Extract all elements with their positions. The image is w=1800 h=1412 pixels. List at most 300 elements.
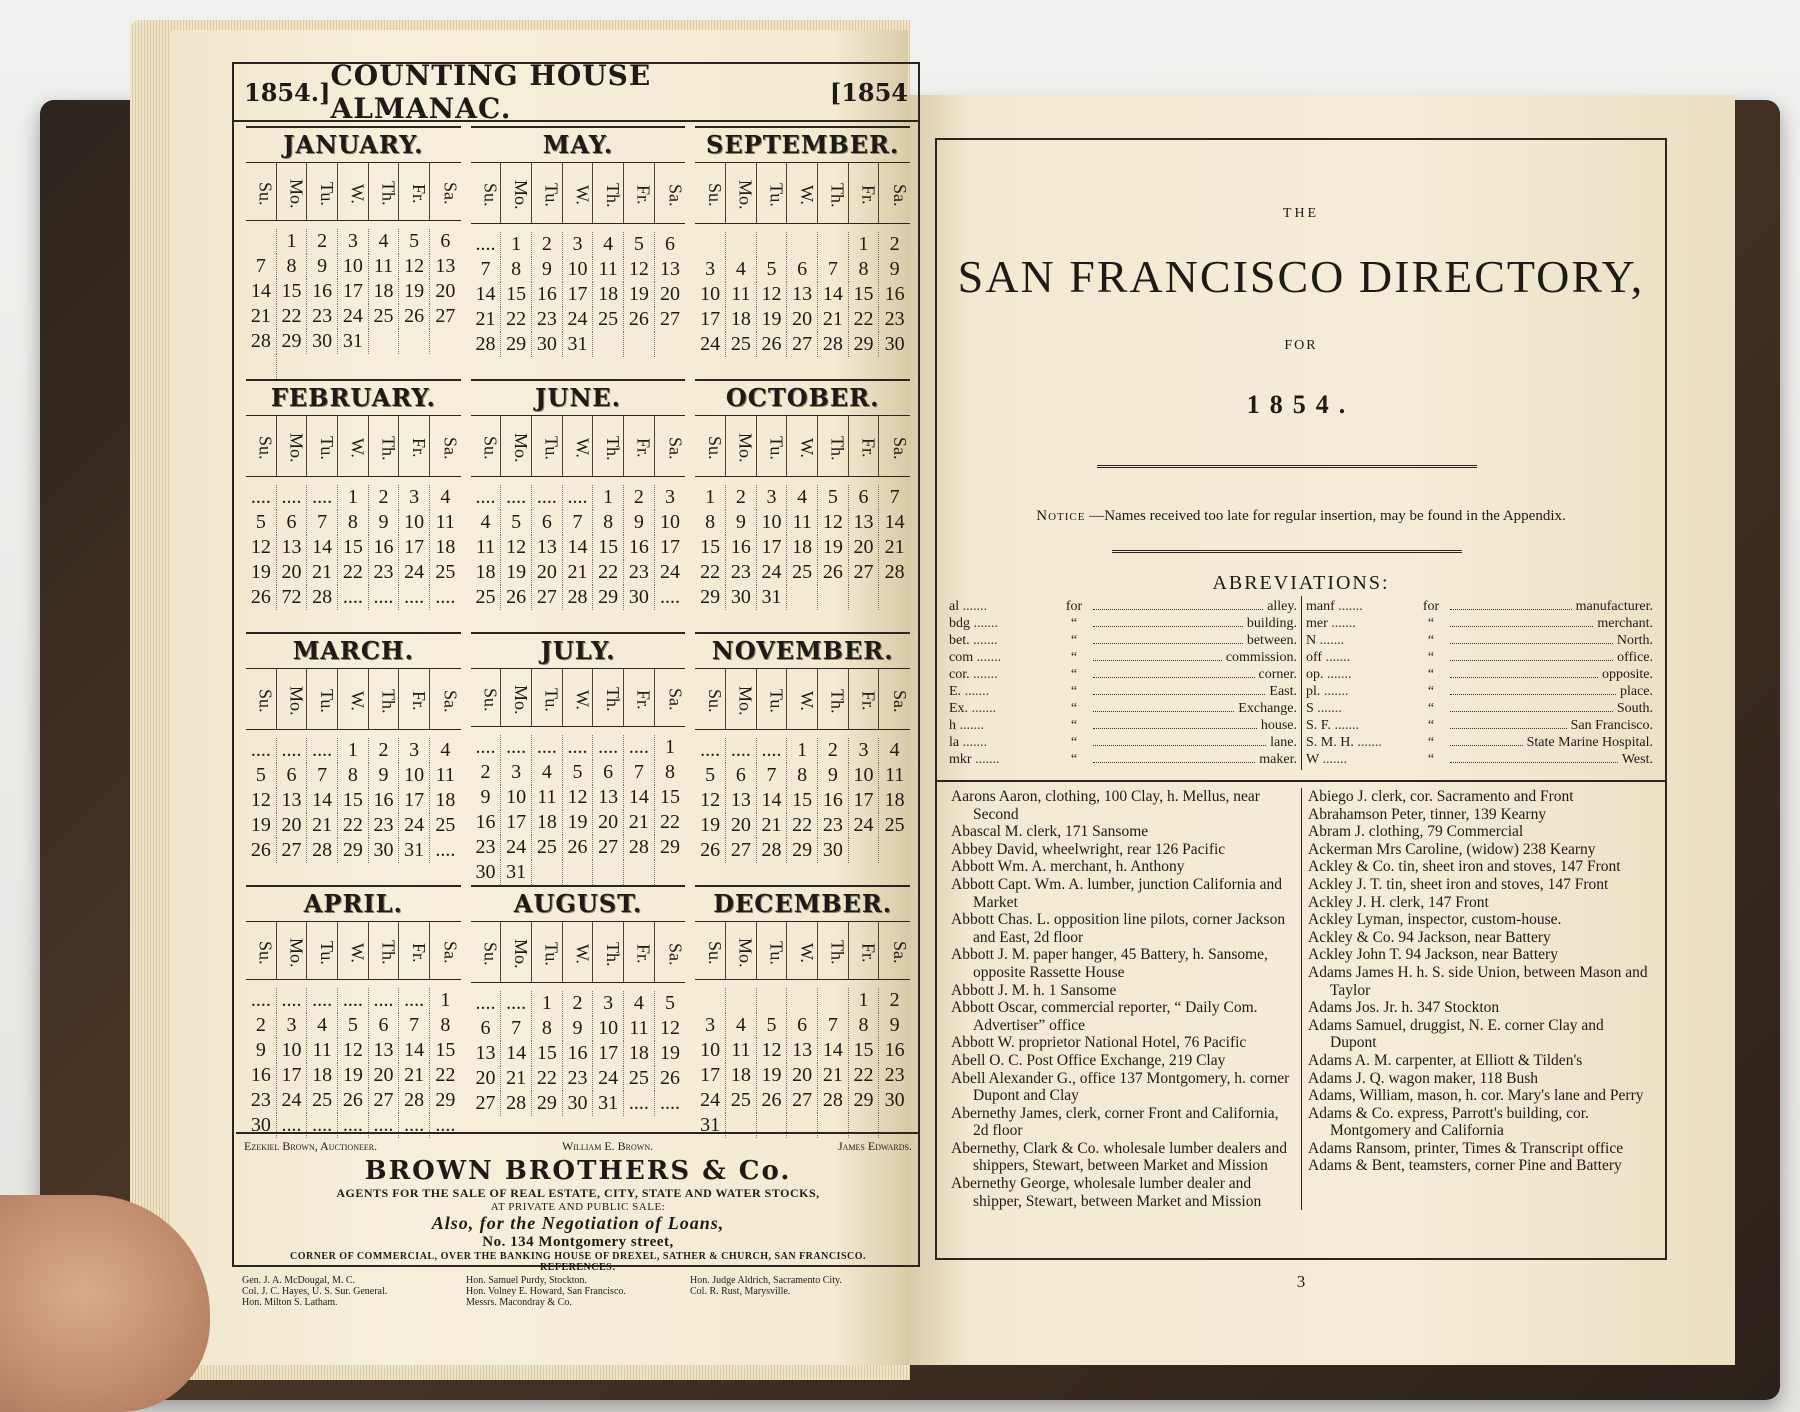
day-cell: 4	[787, 485, 818, 510]
directory-entry: Adams Jos. Jr. h. 347 Stockton	[1308, 999, 1500, 1017]
day-cell: 20	[532, 560, 563, 585]
abbreviation-row	[949, 649, 1297, 666]
day-cell: 12	[399, 254, 430, 279]
weekday-label: Fr.	[849, 416, 880, 476]
day-cell: 11	[307, 1038, 338, 1063]
weekday-label: Tu.	[307, 163, 338, 220]
abbreviation-meaning: commission.	[1225, 650, 1297, 665]
day-cell: 8	[849, 257, 880, 282]
abbreviation-row	[949, 615, 1297, 632]
day-cell: 15	[338, 535, 369, 560]
divider	[1112, 550, 1462, 553]
day-cell: 13	[532, 535, 563, 560]
day-cell: 19	[757, 1063, 788, 1088]
directory-entry: Abbott Capt. Wm. A. lumber, junction California and Market	[951, 875, 1283, 911]
weekday-label: W.	[563, 416, 594, 476]
leader-dots	[1450, 717, 1567, 729]
day-cell: 21	[246, 304, 277, 329]
month-name: OCTOBER.	[725, 383, 880, 412]
notice	[937, 508, 1665, 525]
day-cell: 15	[435, 1039, 456, 1061]
day-cell: 17	[695, 307, 726, 332]
weekday-label: Mo.	[277, 669, 308, 729]
day-cell: 6	[787, 257, 818, 282]
day-cell: 4	[307, 1013, 338, 1038]
day-cell: 27	[726, 838, 757, 863]
day-cell: 26	[695, 838, 726, 863]
day-cell: ....	[593, 735, 624, 760]
day-cell: 8	[277, 254, 308, 279]
day-cell: 14	[399, 1038, 430, 1063]
day-cell: 14	[307, 788, 338, 813]
day-cell: 19	[757, 307, 788, 332]
day-cell	[593, 860, 624, 885]
day-cell: 5	[246, 763, 277, 788]
day-cell: 21	[624, 810, 655, 835]
day-cell: 16	[369, 788, 400, 813]
day-cell: 6	[277, 763, 308, 788]
directory-entry: Abernethy George, wholesale lumber dealer and shipper, Stewart, between Market and Mission	[951, 1175, 1262, 1210]
day-cell: 8	[501, 257, 532, 282]
ref-item: Messrs. Macondray & Co.	[466, 1297, 572, 1308]
abbreviation-meaning: South.	[1616, 701, 1653, 716]
day-cell: 6	[593, 760, 624, 785]
day-cell	[430, 329, 461, 354]
weekday-header	[246, 415, 461, 477]
day-cell: 21	[307, 560, 338, 585]
day-cell: 9	[471, 785, 502, 810]
abbreviation-for: “	[1427, 667, 1435, 682]
day-cell: 15	[849, 1038, 880, 1063]
day-cell: 21	[399, 1063, 430, 1088]
month-days	[695, 730, 910, 863]
leader-dots	[1093, 598, 1263, 610]
day-cell: 11	[435, 764, 455, 786]
day-cell: 12	[757, 1038, 788, 1063]
ad-references	[236, 1275, 920, 1308]
day-cell: 9	[369, 763, 400, 788]
abbreviation-key: S .......	[1306, 700, 1416, 717]
day-cell: 17	[757, 535, 788, 560]
day-cell	[818, 232, 849, 257]
day-cell: 2	[246, 1013, 277, 1038]
day-cell: 14	[884, 511, 905, 533]
day-cell: 24	[563, 307, 594, 332]
day-cell	[399, 329, 430, 354]
abbreviation-key: cor. .......	[949, 666, 1059, 683]
month-block	[695, 126, 910, 379]
ad-line: Also, for the Negotiation of Loans,	[431, 1213, 725, 1233]
weekday-label: Su.	[246, 163, 277, 220]
day-cell: ....	[369, 585, 400, 610]
day-cell: 30	[369, 838, 400, 863]
day-cell: 1	[664, 736, 675, 758]
day-cell: ....	[532, 485, 563, 510]
weekday-label: Mo.	[277, 416, 308, 476]
day-cell: ....	[563, 485, 594, 510]
day-cell: 28	[246, 329, 277, 354]
weekday-label: W.	[338, 922, 369, 979]
day-cell: 16	[726, 535, 757, 560]
abbreviation-for: “	[1427, 684, 1435, 699]
day-cell: 25	[307, 1088, 338, 1113]
day-cell: 26	[399, 304, 430, 329]
day-cell: 22	[849, 1063, 880, 1088]
day-cell: 25	[593, 307, 624, 332]
month-name: DECEMBER.	[713, 889, 893, 918]
day-cell: 3	[695, 1013, 726, 1038]
day-cell: 28	[884, 561, 905, 583]
day-cell	[246, 354, 277, 379]
abbreviation-for: “	[1427, 752, 1435, 767]
weekday-label: Mo.	[501, 416, 532, 476]
weekday-label: Th.	[369, 922, 400, 979]
day-cell: 16	[246, 1063, 277, 1088]
day-cell: 27	[471, 1091, 502, 1116]
abbreviation-for: for	[1422, 599, 1440, 614]
directory-entry: Abbott J. M. paper hanger, 45 Battery, h. Sansome, opposite Rassette House	[951, 946, 1268, 981]
day-cell: 17	[501, 810, 532, 835]
month-block	[246, 379, 461, 632]
weekday-label: Su.	[246, 922, 277, 979]
day-cell: 10	[593, 1016, 624, 1041]
day-cell: 21	[818, 307, 849, 332]
leader-dots	[1450, 751, 1618, 763]
day-cell: 1	[338, 738, 369, 763]
day-cell: 26	[624, 307, 655, 332]
leader-dots	[1093, 649, 1222, 661]
day-cell: 23	[471, 835, 502, 860]
day-cell: ....	[399, 1113, 430, 1138]
day-cell: ....	[399, 988, 430, 1013]
day-cell: 28	[818, 1088, 849, 1113]
day-cell: 12	[501, 535, 532, 560]
month-block	[471, 126, 686, 379]
weekday-label: Sa.	[440, 182, 461, 205]
day-cell: ....	[435, 1114, 456, 1136]
day-cell: 7	[307, 763, 338, 788]
day-cell: 3	[399, 738, 430, 763]
month-block	[471, 632, 686, 885]
weekday-label: W.	[563, 922, 594, 982]
day-cell: 7	[399, 1013, 430, 1038]
day-cell: 8	[338, 763, 369, 788]
month-days	[695, 980, 910, 1138]
day-cell: 14	[624, 785, 655, 810]
directory-entry: Abbott J. M. h. 1 Sansome	[951, 981, 1117, 999]
day-cell: 25	[787, 560, 818, 585]
day-cell: 26	[659, 1067, 680, 1089]
directory-entry: Abbott W. proprietor National Hotel, 76 Pacific	[951, 1034, 1247, 1052]
day-cell: 1	[849, 232, 880, 257]
day-cell	[369, 329, 400, 354]
month-name: FEBRUARY.	[270, 383, 436, 412]
abbreviation-for: “	[1070, 735, 1078, 750]
day-cell: 22	[501, 307, 532, 332]
day-cell: 16	[624, 535, 655, 560]
day-cell: ....	[307, 988, 338, 1013]
day-cell: 20	[726, 813, 757, 838]
day-cell: 8	[787, 763, 818, 788]
day-cell: 30	[532, 332, 563, 357]
day-cell: 7	[624, 760, 655, 785]
day-cell: 20	[435, 280, 456, 302]
weekday-header	[471, 415, 686, 477]
abbreviation-for: “	[1070, 684, 1078, 699]
entries-left-column	[945, 788, 1301, 1210]
day-cell: 20	[787, 307, 818, 332]
leader-dots	[1450, 666, 1598, 678]
day-cell: ....	[624, 1091, 655, 1116]
day-cell: 18	[726, 1063, 757, 1088]
abbreviations-title: ABREVIATIONS:	[1212, 572, 1390, 594]
ref-item: Hon. Judge Aldrich, Sacramento City.	[690, 1275, 842, 1286]
month-name: MARCH.	[292, 636, 414, 665]
day-cell: 15	[659, 786, 680, 808]
leader-dots	[1450, 683, 1616, 695]
day-cell: ....	[501, 735, 532, 760]
ad-name: Ezekiel Brown, Auctioneer.	[244, 1139, 378, 1153]
abbreviation-for: “	[1427, 735, 1435, 750]
day-cell: 3	[277, 1013, 308, 1038]
month-name: APRIL.	[303, 889, 403, 918]
day-cell: ....	[659, 586, 680, 608]
day-cell: 6	[277, 510, 308, 535]
day-cell: 3	[563, 232, 594, 257]
day-cell: 24	[399, 813, 430, 838]
abbreviation-row	[949, 598, 1297, 615]
ref-col	[242, 1275, 466, 1308]
weekday-label: Fr.	[624, 416, 655, 476]
leader-dots	[1450, 598, 1572, 610]
day-cell: 3	[757, 485, 788, 510]
day-cell: 17	[277, 1063, 308, 1088]
abbreviation-row	[949, 683, 1297, 700]
weekday-label: Th.	[818, 669, 849, 729]
weekday-label: Su.	[471, 669, 502, 726]
abbreviation-for: “	[1070, 616, 1078, 631]
day-cell	[593, 332, 624, 357]
day-cell: 30	[563, 1091, 594, 1116]
directory-entry: Adams, William, mason, h. cor. Mary's lane and Perry	[1308, 1087, 1644, 1105]
day-cell: 20	[277, 560, 308, 585]
month-name: JUNE.	[535, 383, 621, 412]
day-cell: 6	[369, 1013, 400, 1038]
day-cell: 5	[563, 760, 594, 785]
weekday-label: Tu.	[532, 163, 563, 223]
day-cell: 19	[246, 813, 277, 838]
day-cell: 29	[787, 838, 818, 863]
day-cell: 30	[884, 1089, 905, 1111]
day-cell: 20	[593, 810, 624, 835]
day-cell: 28	[307, 585, 338, 610]
weekday-label: Sa.	[889, 436, 910, 460]
directory-entry: Ackley Lyman, inspector, custom-house.	[1308, 911, 1562, 929]
directory-entry: Ackley & Co. 94 Jackson, near Battery	[1308, 928, 1551, 946]
day-cell: 20	[787, 1063, 818, 1088]
day-cell: ....	[563, 735, 594, 760]
day-cell: 10	[695, 1038, 726, 1063]
day-cell: ....	[246, 485, 277, 510]
day-cell: 17	[593, 1041, 624, 1066]
day-cell: 18	[435, 536, 456, 558]
day-cell: ....	[471, 232, 502, 257]
day-cell: 29	[435, 1089, 456, 1111]
day-cell: ....	[307, 485, 338, 510]
day-cell: 31	[399, 838, 430, 863]
day-cell: ....	[757, 738, 788, 763]
day-cell: 4	[440, 486, 451, 508]
ref-item: Col. R. Rust, Marysville.	[690, 1286, 791, 1297]
day-cell: 25	[369, 304, 400, 329]
day-cell: 11	[624, 1016, 655, 1041]
day-cell: 22	[787, 813, 818, 838]
day-cell: 6	[440, 230, 451, 252]
abbreviation-key: mkr .......	[949, 751, 1059, 768]
day-cell: 21	[501, 1066, 532, 1091]
month-days	[471, 224, 686, 357]
abbreviation-key: N .......	[1306, 632, 1416, 649]
day-cell: ....	[624, 735, 655, 760]
leader-dots	[1093, 717, 1257, 729]
abbreviation-key: E. .......	[949, 683, 1059, 700]
day-cell: 5	[695, 763, 726, 788]
day-cell: 7	[501, 1016, 532, 1041]
day-cell: 2	[532, 232, 563, 257]
day-cell	[879, 838, 910, 863]
day-cell: 18	[624, 1041, 655, 1066]
day-cell: ....	[501, 485, 532, 510]
day-cell: 14	[818, 1038, 849, 1063]
weekday-label: W.	[787, 922, 818, 979]
day-cell: 24	[277, 1088, 308, 1113]
day-cell: 10	[563, 257, 594, 282]
ad-address: No. 134 Montgomery street,	[482, 1234, 674, 1250]
weekday-label: Fr.	[399, 669, 430, 729]
day-cell: 23	[369, 813, 400, 838]
abbreviation-meaning: office.	[1617, 650, 1653, 665]
weekday-header	[695, 921, 910, 980]
weekday-label: Su.	[471, 922, 502, 982]
almanac-header	[234, 59, 918, 125]
day-cell: 20	[471, 1066, 502, 1091]
abbreviation-for: “	[1070, 633, 1078, 648]
ad-line: AT PRIVATE AND PUBLIC SALE:	[490, 1201, 666, 1213]
day-cell: 15	[787, 788, 818, 813]
directory-year: 1854.	[1246, 390, 1356, 419]
day-cell: 11	[471, 535, 502, 560]
weekday-label: Sa.	[665, 183, 686, 207]
day-cell	[624, 332, 655, 357]
day-cell: 13	[593, 785, 624, 810]
day-cell: 2	[818, 738, 849, 763]
day-cell	[818, 585, 849, 610]
weekday-label: Sa.	[889, 941, 910, 964]
abbreviation-key: bdg .......	[949, 615, 1059, 632]
abbreviations-table	[945, 596, 1657, 770]
weekday-label: Tu.	[757, 416, 788, 476]
day-cell: 21	[471, 307, 502, 332]
day-cell: ....	[471, 735, 502, 760]
day-cell: 21	[307, 813, 338, 838]
day-cell: 15	[695, 535, 726, 560]
weekday-label: Mo.	[726, 922, 757, 979]
day-cell: 12	[624, 257, 655, 282]
month-days	[471, 727, 686, 885]
month-name: JULY.	[540, 636, 616, 665]
leader-dots	[1093, 751, 1255, 763]
day-cell: 20	[849, 535, 880, 560]
day-cell: ....	[501, 991, 532, 1016]
day-cell: 7	[818, 257, 849, 282]
day-cell: 17	[849, 788, 880, 813]
weekday-label: Th.	[818, 922, 849, 979]
day-cell: 29	[695, 585, 726, 610]
leader-dots	[1450, 700, 1613, 712]
day-cell: 4	[889, 739, 900, 761]
day-cell: 17	[695, 1063, 726, 1088]
day-cell: 27	[277, 838, 308, 863]
weekday-label: W.	[338, 416, 369, 476]
day-cell: 25	[435, 561, 456, 583]
directory-entry: Adams Ransom, printer, Times & Transcript office	[1308, 1139, 1624, 1157]
day-cell: 11	[532, 785, 563, 810]
day-cell: 4	[726, 1013, 757, 1038]
weekday-label: Fr.	[399, 163, 430, 220]
day-cell: 17	[399, 788, 430, 813]
day-cell: 13	[787, 282, 818, 307]
directory-entry: Abernethy James, clerk, corner Front and California, 2d floor	[951, 1104, 1279, 1140]
day-cell: 16	[884, 1039, 905, 1061]
directory-entry: Aarons Aaron, clothing, 100 Clay, h. Mellus, near Second	[951, 788, 1260, 823]
weekday-label: Th.	[593, 669, 624, 726]
day-cell: 19	[399, 279, 430, 304]
day-cell: ....	[307, 738, 338, 763]
day-cell: 10	[757, 510, 788, 535]
day-cell: 28	[399, 1088, 430, 1113]
weekday-label: Su.	[246, 669, 277, 729]
directory-entry: Abell O. C. Post Office Exchange, 219 Clay	[951, 1051, 1226, 1069]
day-cell: 10	[399, 510, 430, 535]
abbreviation-meaning: maker.	[1259, 752, 1297, 767]
day-cell: 6	[726, 763, 757, 788]
day-cell: 5	[757, 257, 788, 282]
page-number: 3	[1296, 1272, 1306, 1291]
weekday-label: Fr.	[849, 669, 880, 729]
ref-item: Hon. Milton S. Latham.	[242, 1297, 338, 1308]
day-cell: 19	[563, 810, 594, 835]
weekday-header	[695, 162, 910, 224]
day-cell: 14	[563, 535, 594, 560]
weekday-label: Mo.	[501, 669, 532, 726]
weekday-label: Mo.	[726, 669, 757, 729]
day-cell: 3	[501, 760, 532, 785]
day-cell: 16	[563, 1041, 594, 1066]
ad-name: William E. Brown.	[562, 1139, 654, 1153]
abbreviation-key: com .......	[949, 649, 1059, 666]
abbreviation-key: S. F. .......	[1306, 717, 1416, 734]
weekday-label: Su.	[695, 669, 726, 729]
directory-entry: Ackley J. H. clerk, 147 Front	[1308, 893, 1489, 911]
ref-item: Hon. Samuel Purdy, Stockton.	[466, 1275, 588, 1286]
day-cell: 28	[563, 585, 594, 610]
ad-name: James Edwards.	[837, 1139, 912, 1153]
abbreviation-for: “	[1427, 718, 1435, 733]
leader-dots	[1450, 632, 1613, 644]
notice-text: —Names received too late for regular insertion, may be found in the Appendix.	[1089, 508, 1566, 524]
ad-line: CORNER OF COMMERCIAL, OVER THE BANKING HOUSE OF DREXEL, SATHER & CHURCH, SAN FRANCISCO.	[289, 1251, 867, 1262]
abbreviation-for: “	[1427, 616, 1435, 631]
